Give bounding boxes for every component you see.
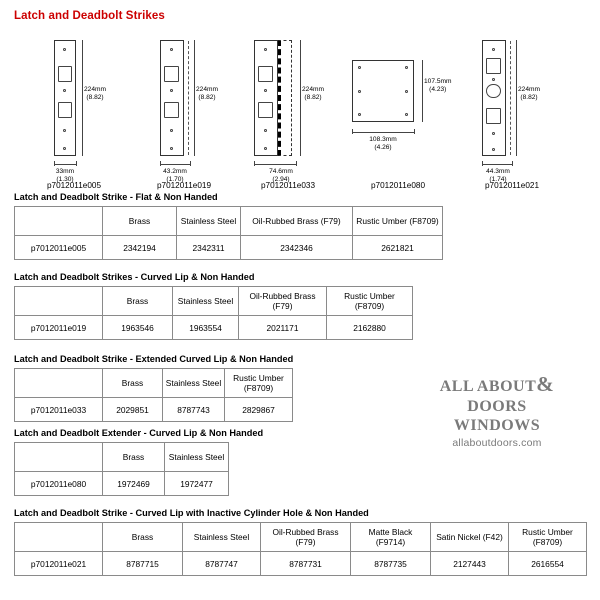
page-title: Latch and Deadbolt Strikes	[14, 10, 165, 22]
screw-hole	[264, 147, 267, 150]
screw-hole	[492, 132, 495, 135]
section-title: Latch and Deadbolt Strike - Curved Lip with Inactive Cylinder Hole & Non Handed	[14, 508, 369, 518]
table-cell-part: p7012011e021	[15, 552, 103, 576]
dim-tick	[512, 161, 513, 166]
width-value: 33mm	[55, 168, 75, 175]
table-row	[15, 398, 293, 422]
dim-tick	[76, 161, 77, 166]
part-number: p7012011e005	[46, 181, 102, 190]
extended-lip	[278, 40, 292, 156]
section-title: Latch and Deadbolt Extender - Curved Lip & Non Handed	[14, 428, 264, 438]
height-value-inches: (8.82)	[520, 94, 538, 101]
section-title: Latch and Deadbolt Strike - Flat & Non Handed	[14, 192, 218, 202]
height-value-inches: (8.82)	[198, 94, 216, 101]
dim-tick	[190, 161, 191, 166]
price-table	[14, 442, 229, 496]
width-dimension-line	[482, 164, 512, 165]
height-value: 224mm	[196, 86, 218, 93]
table-header-cell: Matte Black (F9714)	[351, 523, 431, 552]
section-title: Latch and Deadbolt Strike - Extended Curved Lip & Non Handed	[14, 354, 294, 364]
strike-slot-lower	[258, 102, 273, 118]
table-row	[15, 472, 229, 496]
width-value-inches: (4.26)	[374, 144, 392, 151]
table-cell: 2342311	[177, 236, 241, 260]
screw-hole	[63, 48, 66, 51]
screw-hole	[358, 90, 361, 93]
height-dimension-line	[82, 40, 83, 156]
part-number: p7012011e021	[484, 181, 540, 190]
table-cell: 2127443	[431, 552, 509, 576]
drawing-p7012011e021	[452, 28, 572, 190]
table-header-cell: Oil-Rubbed Brass (F79)	[241, 207, 353, 236]
cylinder-hole	[486, 84, 501, 98]
table-header-cell: Brass	[103, 443, 165, 472]
table-header-cell	[15, 287, 103, 316]
width-dimension-line	[254, 164, 296, 165]
height-dimension-line	[300, 40, 301, 156]
table-cell: 1963546	[103, 316, 173, 340]
screw-hole	[358, 113, 361, 116]
height-dimension	[302, 86, 324, 102]
screw-hole	[63, 89, 66, 92]
width-value-inches: (1.74)	[489, 176, 507, 183]
logo-text-all-about: ALL ABOUT	[439, 378, 537, 395]
screw-hole	[405, 66, 408, 69]
table-cell-part: p7012011e005	[15, 236, 103, 260]
dim-tick	[352, 129, 353, 134]
section-curved-lip-non-handed	[14, 272, 413, 340]
table-header-cell: Brass	[103, 207, 177, 236]
section-extender-curved-lip	[14, 428, 263, 496]
table-cell: 8787743	[163, 398, 225, 422]
screw-hole	[170, 89, 173, 92]
table-cell: 2342346	[241, 236, 353, 260]
strike-plate	[54, 40, 76, 156]
logo-line-1	[408, 372, 586, 397]
strike-slot-upper	[258, 66, 273, 82]
table-header-cell: Stainless Steel	[183, 523, 261, 552]
price-table	[14, 206, 443, 260]
screw-hole	[405, 90, 408, 93]
screw-hole	[63, 147, 66, 150]
width-value: 43.2mm	[163, 168, 187, 175]
width-dimension-line	[352, 132, 414, 133]
strike-slot-lower	[58, 102, 72, 118]
logo-website: allaboutdoors.com	[452, 437, 542, 449]
screw-hole	[492, 148, 495, 151]
table-cell: 8787735	[351, 552, 431, 576]
table-cell: 2829867	[225, 398, 293, 422]
height-value: 224mm	[84, 86, 106, 93]
table-cell: 2021171	[239, 316, 327, 340]
table-cell: 2616554	[509, 552, 587, 576]
table-header-cell: Rustic Umber (F8709)	[327, 287, 413, 316]
screw-hole	[405, 113, 408, 116]
logo-text-windows: WINDOWS	[453, 417, 541, 434]
table-header-cell	[15, 369, 103, 398]
dim-tick	[54, 161, 55, 166]
dim-tick	[414, 129, 415, 134]
height-dimension-line	[194, 40, 195, 156]
table-header-row	[15, 207, 443, 236]
table-cell-part: p7012011e080	[15, 472, 103, 496]
table-header-cell: Satin Nickel (F42)	[431, 523, 509, 552]
table-header-cell: Stainless Steel	[177, 207, 241, 236]
company-logo	[408, 372, 586, 449]
section-extended-curved-lip	[14, 354, 293, 422]
screw-hole	[170, 48, 173, 51]
part-number: p7012011e019	[156, 181, 212, 190]
height-value-inches: (8.82)	[86, 94, 104, 101]
table-header-row	[15, 369, 293, 398]
screw-hole	[264, 48, 267, 51]
table-cell: 1972477	[165, 472, 229, 496]
table-cell: 8787731	[261, 552, 351, 576]
width-value-inches: (1.70)	[166, 176, 184, 183]
logo-ampersand: &	[536, 372, 555, 396]
part-number: p7012011e033	[260, 181, 316, 190]
table-header-row	[15, 523, 587, 552]
screw-hole	[492, 48, 495, 51]
screw-hole	[264, 89, 267, 92]
height-dimension-line	[516, 40, 517, 156]
logo-line-2	[408, 398, 586, 416]
height-value-inches: (4.23)	[429, 86, 447, 93]
table-header-cell	[15, 207, 103, 236]
drawings-strip	[0, 28, 600, 190]
section-curved-lip-inactive-cylinder	[14, 508, 587, 576]
width-value-inches: (2.94)	[272, 176, 290, 183]
height-dimension	[424, 78, 452, 94]
dim-tick	[296, 161, 297, 166]
table-header-cell: Stainless Steel	[163, 369, 225, 398]
table-cell: 2029851	[103, 398, 163, 422]
screw-hole	[264, 129, 267, 132]
strike-plate	[254, 40, 278, 156]
width-value: 44.3mm	[486, 168, 510, 175]
height-dimension-line	[422, 60, 423, 122]
table-header-cell: Rustic Umber (F8709)	[509, 523, 587, 552]
price-table	[14, 286, 413, 340]
strike-slot-lower	[164, 102, 179, 118]
table-cell: 8787715	[103, 552, 183, 576]
table-row	[15, 316, 413, 340]
dim-tick	[254, 161, 255, 166]
table-cell: 2342194	[103, 236, 177, 260]
width-value: 74.6mm	[269, 168, 293, 175]
table-row	[15, 236, 443, 260]
price-table	[14, 522, 587, 576]
drawing-p7012011e080	[338, 28, 458, 190]
table-header-cell: Brass	[103, 523, 183, 552]
table-header-cell: Oil-Rubbed Brass (F79)	[239, 287, 327, 316]
table-cell: 1972469	[103, 472, 165, 496]
height-dimension	[196, 86, 218, 102]
part-number: p7012011e080	[370, 181, 426, 190]
drawing-p7012011e005	[14, 28, 134, 190]
height-value: 224mm	[518, 86, 540, 93]
width-dimension-line	[54, 164, 76, 165]
table-cell: 1963554	[173, 316, 239, 340]
strike-slot-upper	[164, 66, 179, 82]
screw-hole	[170, 129, 173, 132]
table-cell-part: p7012011e019	[15, 316, 103, 340]
strike-slot-upper	[486, 58, 501, 74]
height-dimension	[518, 86, 540, 102]
table-header-cell	[15, 523, 103, 552]
strike-slot-lower	[486, 108, 501, 124]
table-header-cell: Stainless Steel	[173, 287, 239, 316]
price-table	[14, 368, 293, 422]
dim-tick	[160, 161, 161, 166]
height-value: 224mm	[302, 86, 324, 93]
table-header-cell: Brass	[103, 287, 173, 316]
drawing-p7012011e019	[124, 28, 244, 190]
height-value: 107.5mm	[424, 78, 452, 85]
table-header-cell: Rustic Umber (F8709)	[353, 207, 443, 236]
table-header-row	[15, 443, 229, 472]
drawing-p7012011e033	[228, 28, 348, 190]
width-dimension	[323, 136, 443, 152]
logo-line-3	[408, 417, 586, 435]
screw-hole	[63, 129, 66, 132]
table-header-cell: Rustic Umber (F8709)	[225, 369, 293, 398]
width-value-inches: (1.30)	[56, 176, 74, 183]
table-cell: 2621821	[353, 236, 443, 260]
logo-text-doors: DOORS	[467, 398, 527, 415]
section-flat-non-handed	[14, 192, 443, 260]
table-cell-part: p7012011e033	[15, 398, 103, 422]
strike-plate	[160, 40, 184, 156]
height-dimension	[84, 86, 106, 102]
screw-hole	[358, 66, 361, 69]
table-row	[15, 552, 587, 576]
table-cell: 2162880	[327, 316, 413, 340]
height-value-inches: (8.82)	[304, 94, 322, 101]
dim-tick	[482, 161, 483, 166]
table-header-cell	[15, 443, 103, 472]
table-cell: 8787747	[183, 552, 261, 576]
table-header-cell: Stainless Steel	[165, 443, 229, 472]
width-dimension-line	[160, 164, 190, 165]
strike-slot-upper	[58, 66, 72, 82]
width-value: 108.3mm	[369, 136, 397, 143]
table-header-cell: Oil-Rubbed Brass (F79)	[261, 523, 351, 552]
section-title: Latch and Deadbolt Strikes - Curved Lip & Non Handed	[14, 272, 255, 282]
screw-hole	[170, 147, 173, 150]
screw-hole	[492, 78, 495, 81]
table-header-cell: Brass	[103, 369, 163, 398]
table-header-row	[15, 287, 413, 316]
